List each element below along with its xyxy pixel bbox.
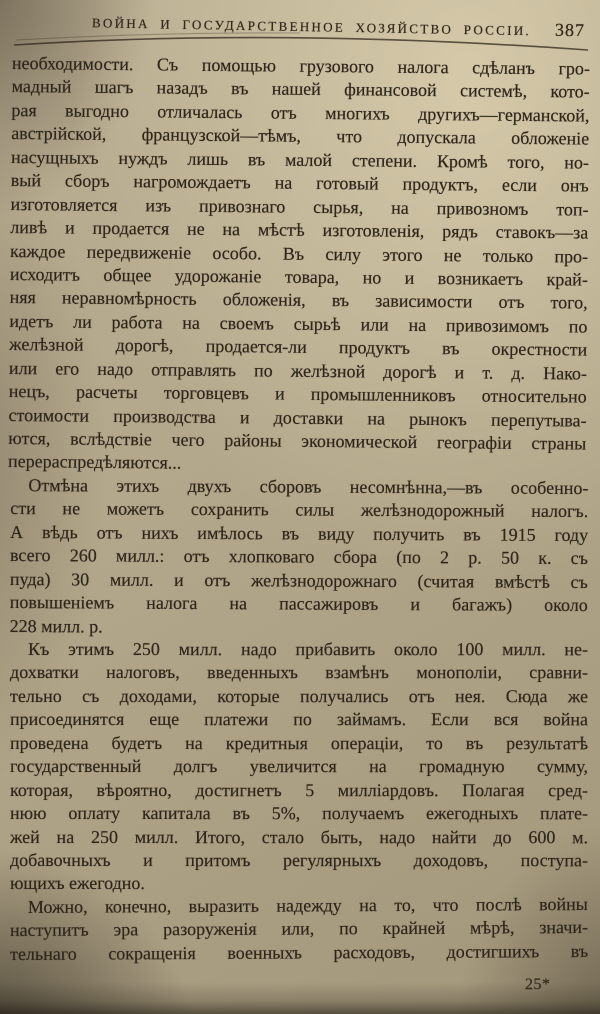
paragraph (10, 893, 588, 966)
page-number: 387 (554, 19, 586, 41)
text-line: которая, вѣроятно, достигнетъ 5 милліардовъ. Полагая сред- (9, 779, 588, 800)
text-line: повышеніемъ налога на пассажировъ и багажъ) около (9, 592, 588, 616)
text-line: исходитъ общее удорожаніе товара, но и возникаетъ край- (9, 263, 588, 290)
text-line: Отмѣна этихъ двухъ сборовъ несомнѣнна,—въ особенно- (28, 474, 589, 498)
text-line: изготовляется изъ привознаго сырья, на привозномъ топ- (10, 193, 589, 220)
text-line: нецъ, расчеты торговцевъ и промышленниковъ относительно (8, 381, 587, 407)
text-line: насущныхъ нуждъ лишь въ малой степени. Кромѣ того, но- (10, 146, 590, 173)
text-line: тельнаго сокращенія военныхъ расходовъ, достигшихъ въ (10, 940, 589, 964)
text-line: желѣзной дорогѣ, продается-ли продуктъ въ окрестности (9, 334, 588, 360)
text-line: вый сборъ нагромождаетъ на готовый продуктъ, если онъ (10, 170, 589, 196)
page-body-text (7, 52, 590, 966)
running-header-title: ВОЙНА И ГОСУДАРСТВЕННОЕ ХОЗЯЙСТВО РОССІИ. (91, 15, 532, 39)
text-line: государственный долгъ увеличится на громадную сумму, (9, 756, 589, 777)
paragraph (8, 52, 590, 479)
text-line: проведена будетъ на кредитныя операціи, то въ результатѣ (10, 732, 589, 753)
text-line: перераспредѣляются... (7, 451, 182, 474)
text-line: пуда) 30 милл. и отъ желѣзнодорожнаго (считая вмѣстѣ съ (9, 568, 588, 592)
text-line: няя неравномѣрность обложенія, въ зависимости отъ того, (9, 287, 588, 313)
text-line: идетъ ли работа на своемъ сырьѣ или на привозимомъ по (9, 310, 588, 337)
text-line: рая выгодно отличалась отъ многихъ другихъ—германской, (11, 99, 590, 126)
paragraph (10, 638, 588, 896)
text-line: необходимости. Съ помощью грузового налога сдѣланъ гро- (11, 53, 590, 79)
text-line: А вѣдь отъ нихъ имѣлось въ виду получить въ 1915 году (10, 521, 589, 545)
paragraph (10, 474, 589, 641)
text-line: 228 милл. р. (9, 615, 103, 636)
text-line: всего 260 милл.: отъ хлопковаго сбора (по 2 р. 50 к. съ (9, 545, 589, 569)
text-line: дохватки налоговъ, введенныхъ взамѣнъ монополіи, сравни- (10, 662, 589, 683)
text-line: Къ этимъ 250 милл. надо прибавить около 100 милл. не- (28, 638, 589, 660)
text-line: мадный шагъ назадъ въ нашей финансовой системѣ, кото- (11, 76, 590, 102)
text-line: нюю оплату капитала въ 5%, получаемъ ежегодныхъ плате- (9, 803, 588, 824)
text-line: наступитъ эра разоруженія или, по крайней мѣрѣ, значи- (9, 917, 589, 941)
text-line: добавочныхъ и притомъ регулярныхъ доходовъ, поступа- (9, 849, 588, 871)
text-line: ются, вслѣдствіе чего районы экономической географіи страны (8, 427, 587, 454)
text-line: каждое передвиженіе особо. Въ силу этого не только про- (10, 240, 589, 267)
text-line: жей на 250 милл. Итого, стало быть, надо найти до 600 м. (9, 826, 588, 847)
text-line: австрійской, французской—тѣмъ, что допускала обложеніе (11, 123, 590, 149)
text-line: присоединятся еще платежи по займамъ. Если вся война (10, 709, 589, 730)
text-line: ливѣ и продается не на мѣстѣ изготовленія, рядъ ставокъ—за (10, 217, 589, 243)
text-line: стоимости производства и доставки на рынокъ перепутыва- (8, 404, 587, 431)
text-line: сти не можетъ сохранить силы желѣзнодорожный налогъ. (10, 498, 589, 522)
text-line: тельно съ доходами, которые получались отъ нея. Сюда же (10, 685, 589, 707)
text-line: Можно, конечно, выразить надежду на то, что послѣ войны (27, 893, 588, 917)
text-line: или его надо отправлять по желѣзной дорогѣ и т. д. Нако- (8, 357, 588, 384)
text-line: ющихъ ежегодно. (9, 873, 145, 894)
signature-mark: 25* (524, 975, 551, 994)
